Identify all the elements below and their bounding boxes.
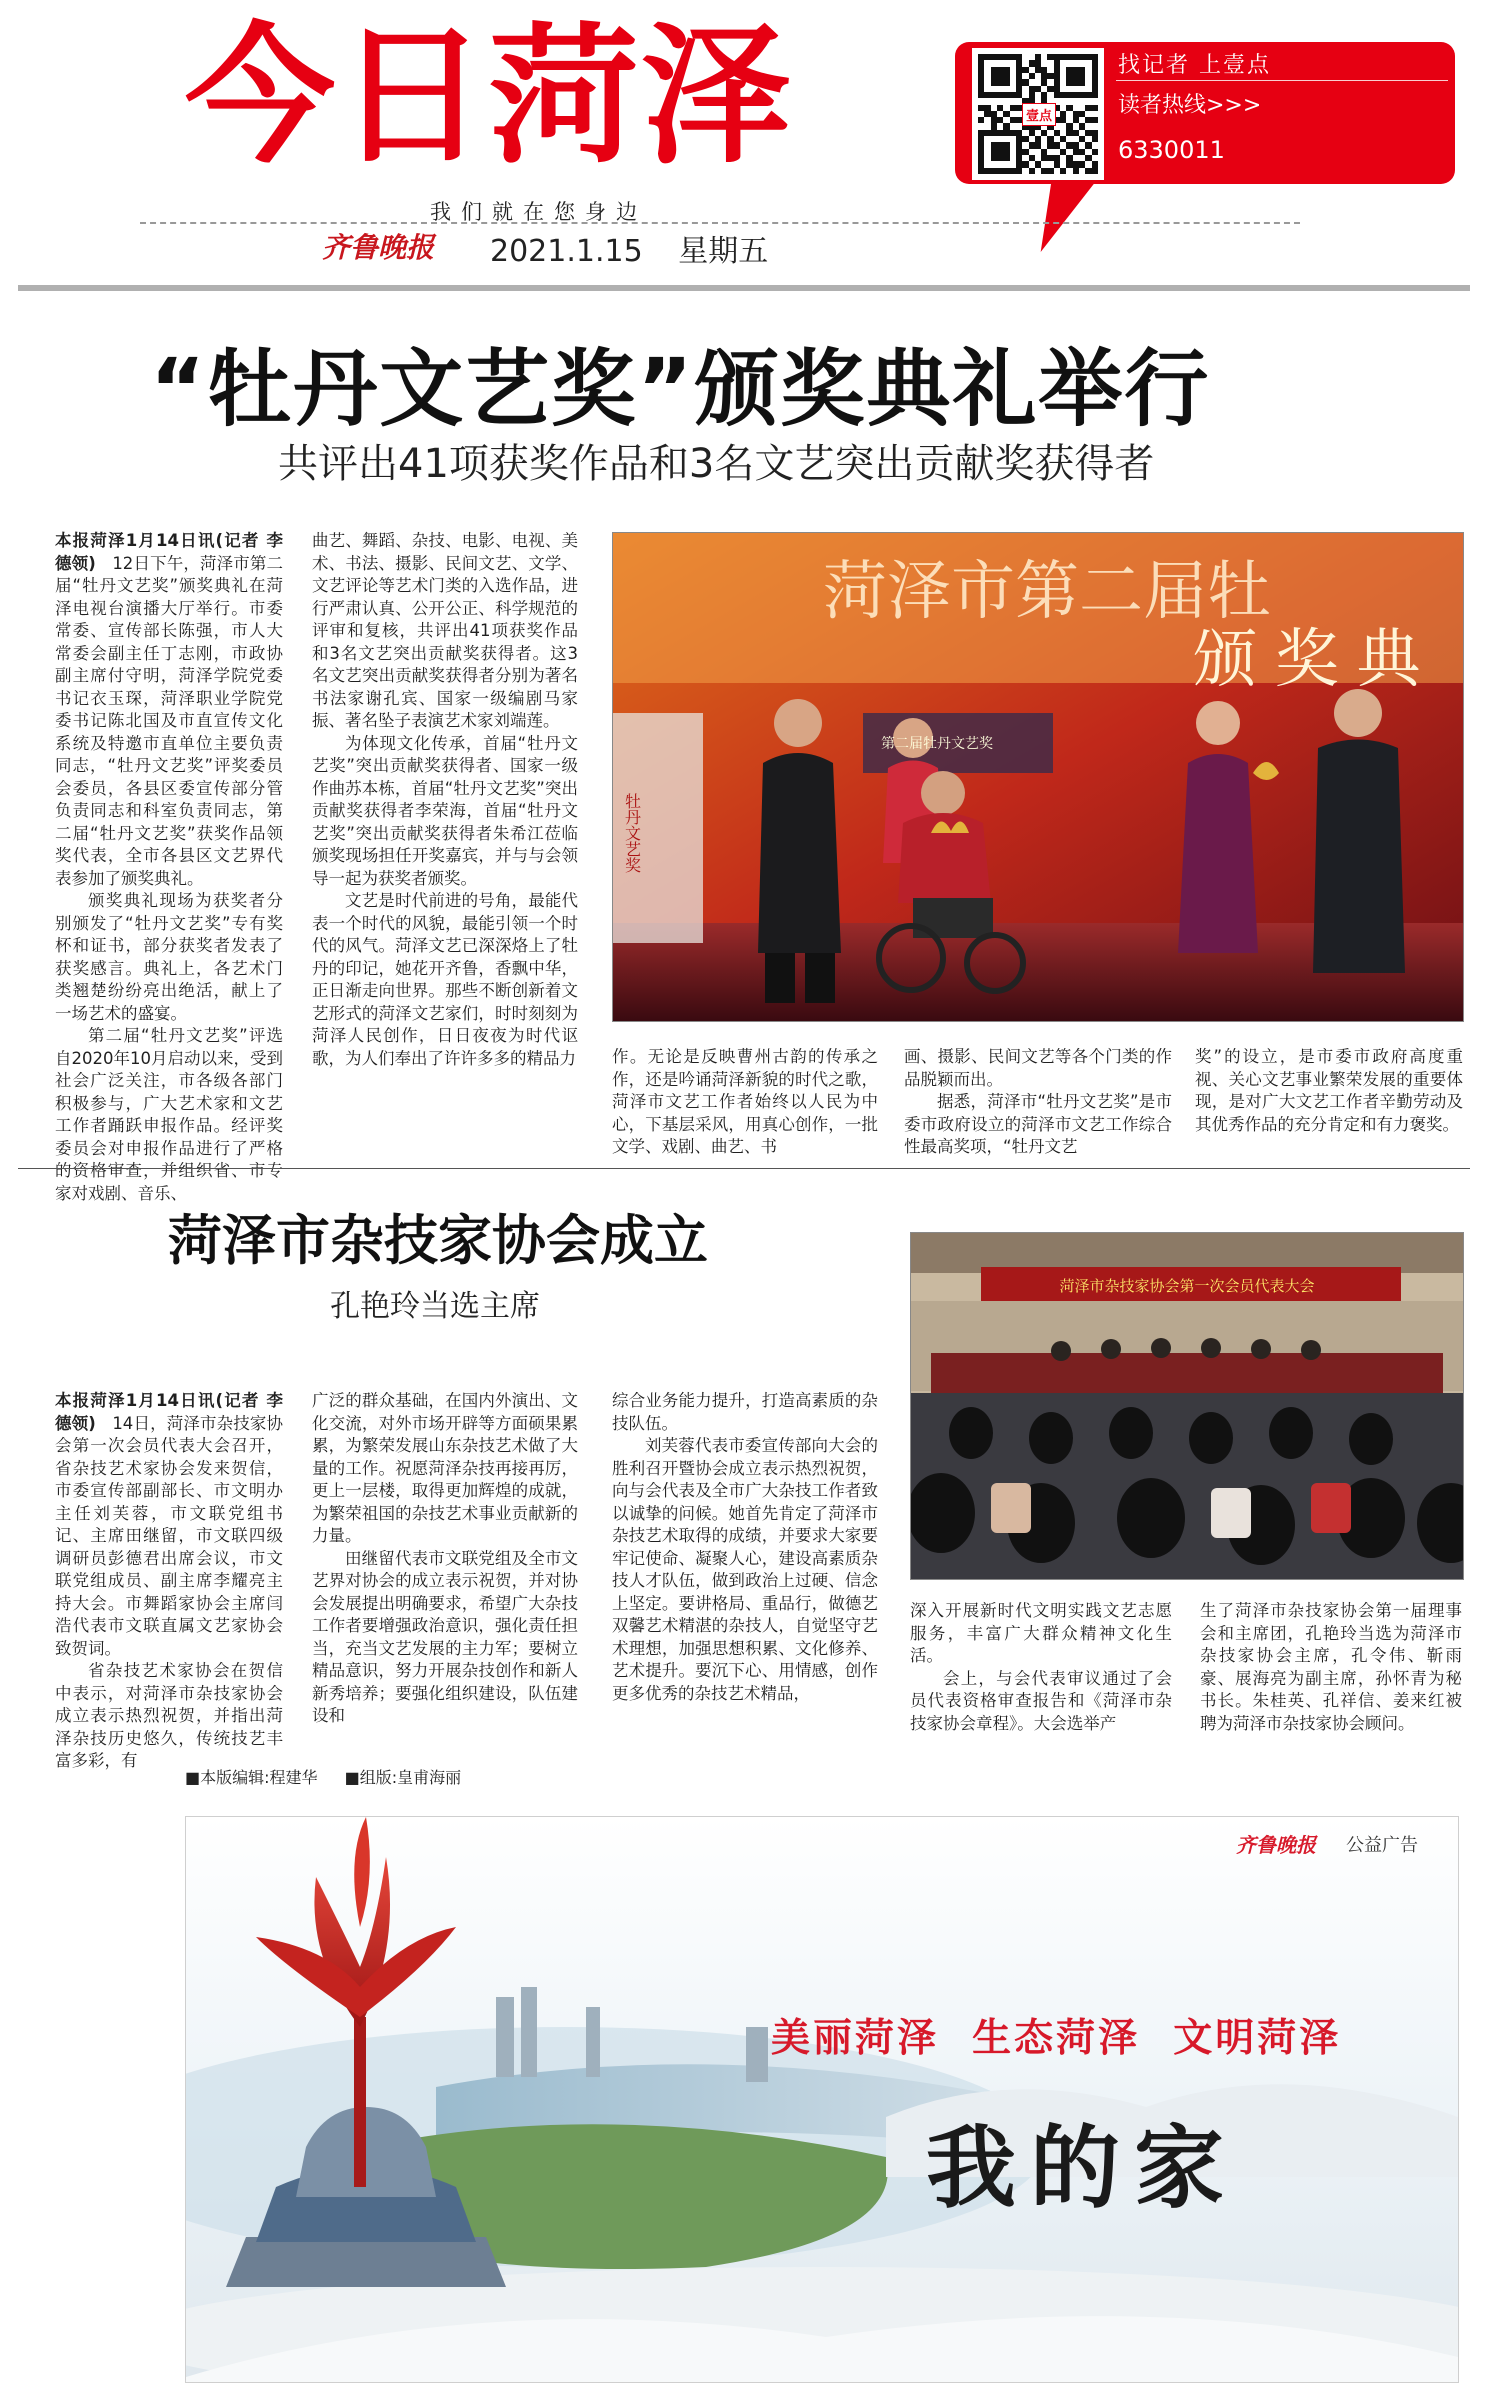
public-service-ad[interactable] [185, 1816, 1459, 2383]
qr-module [1092, 117, 1098, 123]
award-ceremony-photo [612, 532, 1464, 1022]
article2-para: 省杂技艺术家协会在贺信中表示，对菏泽市杂技家协会成立表示热烈祝贺，并指出菏泽杂技历史悠久，传统技艺丰富多彩，有 [55, 1661, 283, 1770]
contact-line1: 找记者 上壹点 [1118, 53, 1271, 78]
article2-para: 刘芙蓉代表市委宣传部向大会的胜利召开暨协会成立表示热烈祝贺，向与会代表及全市广大杂技工作者致以诚挚的问候。她首先肯定了菏泽市杂技艺术取得的成绩，并要求大家要牢记使命、凝聚人心，建设高素质杂技人才队伍，做到政治上过硬、信念上坚定。要讲格局、重品行，做德艺双馨艺术精湛的杂技人，自觉坚守艺术理想，加强思想积累、文化修养、艺术提升。要沉下心、用情感，创作更多优秀的杂技艺术精品， [612, 1436, 878, 1703]
article2-para: 会上，与会代表审议通过了会员代表资格审查报告和《菏泽市杂技家协会章程》。大会选举产 [910, 1668, 1172, 1733]
layout-credit: ■组版:皇甫海丽 [344, 1768, 462, 1787]
qr-module [1003, 79, 1009, 85]
article1-column-5 [1195, 1046, 1463, 1136]
article2-subheadline: 孔艳玲当选主席 [330, 1289, 540, 1324]
masthead-rule [140, 222, 1300, 224]
qr-module [1092, 105, 1098, 111]
article2-para: 综合业务能力提升，打造高素质的杂技队伍。 [612, 1391, 878, 1433]
qr-module [1092, 92, 1098, 98]
article1-para: 画、摄影、民间文艺等各个门类的作品脱颖而出。 [904, 1047, 1172, 1089]
masthead-bar [18, 285, 1470, 291]
editor-credit: ■本版编辑:程建华 [185, 1768, 318, 1787]
issue-date [490, 226, 768, 270]
credits [185, 1765, 461, 1788]
hotline-number: 6330011 [1118, 136, 1225, 164]
qr-module [1092, 149, 1098, 155]
issue-weekday: 星期五 [678, 234, 769, 269]
qr-module [978, 117, 984, 123]
qr-module [1073, 168, 1079, 174]
section-divider [18, 1168, 1470, 1169]
article2-column-1 [55, 1390, 283, 1773]
article1-headline: “牡丹文艺奖”颁奖典礼举行 [150, 340, 1211, 438]
article1-para: 曲艺、舞蹈、杂技、电影、电视、美术、书法、摄影、民间文艺、文学、文艺评论等艺术门类的入选作品，进行严肃认真、公开公正、科学规范的评审和复核，共评出41项获奖作品和3名文艺突出贡献奖获得者。这3名文艺突出贡献奖获得者分别为著名书法家谢孔宾、国家一级编剧马家振、著名坠子表演艺术家刘端莲。 [312, 531, 578, 730]
qr-module [1047, 168, 1053, 174]
photo2-banner-text: 菏泽市杂技家协会第一次会员代表大会 [1059, 1278, 1315, 1295]
qr-module [1092, 168, 1098, 174]
article2-para: 田继留代表市文联党组及全市文艺界对协会的成立表示祝贺，并对协会发展提出明确要求，希望广大杂技工作者要增强政治意识，强化责任担当，充当文艺发展的主力军；要树立精品意识，努力开展杂技创作和新人新秀培养；要强化组织建设，队伍建设和 [312, 1548, 578, 1725]
article1-para: 12日下午，菏泽市第二届“牡丹文艺奖”颁奖典礼在菏泽电视台演播大厅举行。市委常委、宣传部长陈强，市人大常委会副主任丁志刚，市政协副主席付守明，菏泽学院党委书记衣玉琛，菏泽职业学院党委书记陈北国及市直宣传文化系统及特邀市直单位主要负责同志，“牡丹文艺奖”评奖委员会委员，各县区委宣传部分管负责同志和科室负责同志，第二届“牡丹文艺奖”获奖作品领奖代表，全市各县区文艺界代表参加了颁奖典礼。 [55, 553, 283, 888]
ad-paper-logo: 齐鲁晚报 [1236, 1833, 1316, 1857]
ad-label: 公益广告 [1346, 1835, 1418, 1856]
article2-column-5 [1200, 1600, 1462, 1735]
article2-para: 深入开展新时代文明实践文艺志愿服务，丰富广大群众精神文化生活。 [910, 1601, 1172, 1665]
article1-column-3 [612, 1046, 878, 1159]
article2-para: 生了菏泽市杂技家协会第一届理事会和主席团，孔艳玲当选为菏泽市杂技家协会主席，孔令伟、靳雨豪、展海亮为副主席，孙怀青为秘书长。朱桂英、孔祥信、姜来红被聘为菏泽市杂技家协会顾问。 [1200, 1601, 1462, 1733]
masthead-slogan: 我们就在您身边 [430, 200, 647, 224]
qr-badge: 壹点 [1022, 103, 1056, 126]
ad-slogan: 美丽菏泽 生态菏泽 文明菏泽 [771, 2015, 1342, 2061]
masthead-title: 今日菏泽 [185, 10, 794, 184]
article1-para: 据悉，菏泽市“牡丹文艺奖”是市委市政府设立的菏泽市文艺工作综合性最高奖项，“牡丹文艺 [904, 1092, 1172, 1156]
photo1-side-text: 牡丹文艺奖 [622, 793, 640, 873]
article2-column-2 [312, 1390, 578, 1728]
article2-para: 广泛的群众基础，在国内外演出、文化交流，对外市场开辟等方面硕果累累，为繁荣发展山东杂技艺术做了大量的工作。祝愿菏泽杂技再接再厉，更上一层楼，取得更加辉煌的成就，为繁荣祖国的杂技艺术事业贡献新的力量。 [312, 1391, 578, 1545]
article1-column-2 [312, 530, 578, 1070]
contact-line2: 读者热线>>> [1118, 93, 1262, 118]
qr-module [1016, 168, 1022, 174]
acrobatics-meeting-photo [910, 1232, 1464, 1580]
article1-column-1 [55, 530, 283, 1205]
photo1-banner-text-2: 颁 奖 典 [1193, 623, 1421, 695]
article2-column-4 [910, 1600, 1172, 1735]
article1-para: 第二届“牡丹文艺奖”评选自2020年10月启动以来，受到社会广泛关注，市各级各部门积极参与，广大艺术家和文艺工作者踊跃申报作品。经评奖委员会对申报作品进行了严格的资格审查，并组织省、市专家对戏剧、音乐、 [55, 1026, 283, 1203]
photo1-screen-text: 第二届牡丹文艺奖 [881, 735, 993, 751]
article1-column-4 [904, 1046, 1172, 1159]
article2-column-3 [612, 1390, 878, 1705]
contact-divider [1116, 80, 1448, 81]
article2-lead: 本报菏泽1月14日讯(记者 李德领) [55, 1391, 283, 1433]
ad-title: 我的家 [926, 2115, 1238, 2221]
article1-para: 文艺是时代前进的号角，最能代表一个时代的风貌，最能引领一个时代的风气。菏泽文艺已深深烙上了牡丹的印记，她花开齐鲁，香飘中华，正日渐走向世界。那些不断创新着文艺形式的菏泽文艺家们，时时刻刻为菏泽人民创作，日日夜夜为时代讴歌，为人们奉出了许许多多的精品力 [312, 891, 578, 1068]
qr-module [1003, 155, 1009, 161]
acrobatics-meeting-image [911, 1233, 1463, 1579]
qr-module [1092, 136, 1098, 142]
award-ceremony-image [613, 533, 1463, 1021]
article1-lead: 本报菏泽1月14日讯(记者 李德领) [55, 531, 283, 573]
article2-headline: 菏泽市杂技家协会成立 [168, 1209, 708, 1272]
qr-module [1060, 168, 1066, 174]
article1-para: 作。无论是反映曹州古韵的传承之作，还是吟诵菏泽新貌的时代之歌，菏泽市文艺工作者始终以人民为中心，下基层采风，用真心创作，一批文学、戏剧、曲艺、书 [612, 1047, 878, 1156]
qr-module [1029, 73, 1035, 79]
article2-para: 14日，菏泽市杂技家协会第一次会员代表大会召开，省杂技艺术家协会发来贺信，市委宣传部副部长、市文明办主任刘芙蓉，市文联党组书记、主席田继留，市文联四级调研员彭德君出席会议，市文联党组成员、副主席李耀亮主持大会。市舞蹈家协会主席闫浩代表市文联直属文艺家协会致贺词。 [55, 1413, 283, 1658]
contact-box-tail [1019, 182, 1096, 252]
article1-para: 颁奖典礼现场为获奖者分别颁发了“牡丹文艺奖”专有奖杯和证书，部分获奖者发表了获奖感言。典礼上，各艺术门类翘楚纷纷亮出绝活，献上了一场艺术的盛宴。 [55, 891, 283, 1023]
qr-module [1029, 168, 1035, 174]
ad-illustration [186, 1817, 1458, 2382]
paper-logo: 齐鲁晚报 [322, 231, 435, 264]
article1-para: 奖”的设立，是市委市政府高度重视、关心文艺事业繁荣发展的重要体现，是对广大文艺工作者辛勤劳动及其优秀作品的充分肯定和有力褒奖。 [1195, 1047, 1463, 1134]
qr-module [1079, 79, 1085, 85]
issue-date-value: 2021.1.15 [490, 234, 643, 269]
photo1-banner-text: 菏泽市第二届牡 [823, 555, 1271, 627]
article1-subheadline: 共评出41项获奖作品和3名文艺突出贡献奖获得者 [278, 441, 1155, 487]
article1-para: 为体现文化传承，首届“牡丹文艺奖”突出贡献奖获得者、国家一级作曲苏本栋，首届“牡丹文艺奖”突出贡献奖获得者李荣海，首届“牡丹文艺奖”突出贡献奖获得者朱希江莅临颁奖现场担任开奖嘉宾，并与与会领导一起为获奖者颁奖。 [312, 733, 578, 888]
